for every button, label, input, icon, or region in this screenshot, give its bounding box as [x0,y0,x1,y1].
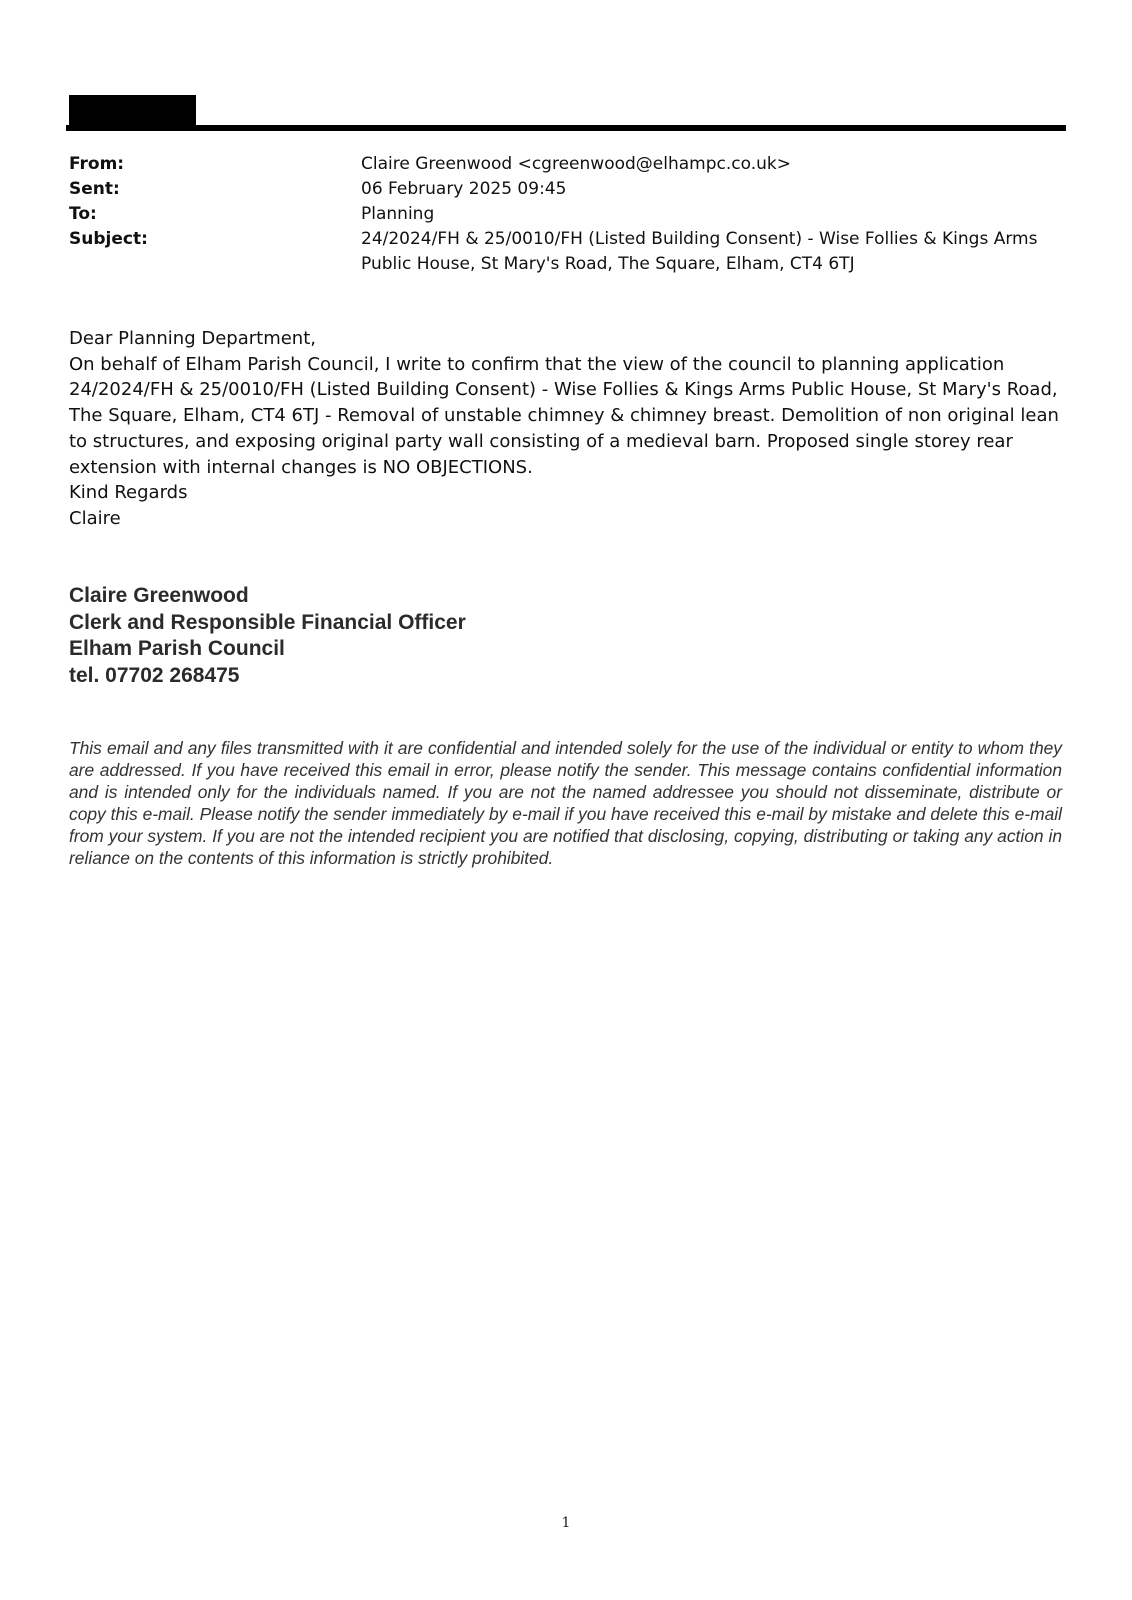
to-row [69,202,1059,227]
subject-row [69,227,1059,277]
sent-row [69,177,1059,202]
signature-name: Claire Greenwood [69,584,249,607]
email-signature [69,583,769,689]
from-label: From: [69,154,125,174]
sent-value: 06 February 2025 09:45 [361,179,567,199]
greeting: Dear Planning Department, [69,328,316,349]
subject-value: 24/2024/FH & 25/0010/FH (Listed Building Consent) - Wise Follies & Kings Arms Public House, St Mary's Road, The Square, Elham, CT4 6TJ [361,229,1038,274]
signature-phone: tel. 07702 268475 [69,663,240,687]
subject-label: Subject: [69,229,148,249]
signature-organisation: Elham Parish Council [69,637,285,660]
confidentiality-disclaimer: This email and any files transmitted with it are confidential and intended solely for the use of the individual or entity to whom they are addressed. If you have received this email in error, please notify the sender. This message contains confidential information and is intended only for the individuals named. If you are not the named addressee you should not disseminate, distribute or copy this e-mail. Please notify the sender immediately by e-mail if you have received this e-mail by mistake and delete this e-mail from your system. If you are not the intended recipient you are notified that disclosing, copying, distributing or taking any action in reliance on the contents of this information is strictly prohibited. [69,738,1062,868]
to-label: To: [69,204,97,224]
header-rule [66,125,1066,131]
email-body [69,326,1059,532]
to-value: Planning [361,204,435,224]
from-value: Claire Greenwood <cgreenwood@elhampc.co.uk> [361,154,791,174]
from-row [69,152,1059,177]
closing: Kind Regards [69,482,188,504]
body-paragraph: On behalf of Elham Parish Council, I write to confirm that the view of the council to planning application 24/2024/FH & 25/0010/FH (Listed Building Consent) - Wise Follies & Kings Arms Public House, St Mary's Road, The Square, Elham, CT4 6TJ - Removal of unstable chimney & chimney breast. Demolition of non original lean to structures, and exposing original party wall consisting of a medieval barn. Proposed single storey rear extension with internal changes is NO OBJECTIONS. [69,353,1059,478]
email-header [69,152,1059,277]
page-number: 1 [561,1515,571,1531]
redaction-block [69,95,196,126]
signature-title: Clerk and Responsible Financial Officer [69,610,466,634]
sign-off: Claire [69,507,121,529]
sent-label: Sent: [69,179,120,199]
